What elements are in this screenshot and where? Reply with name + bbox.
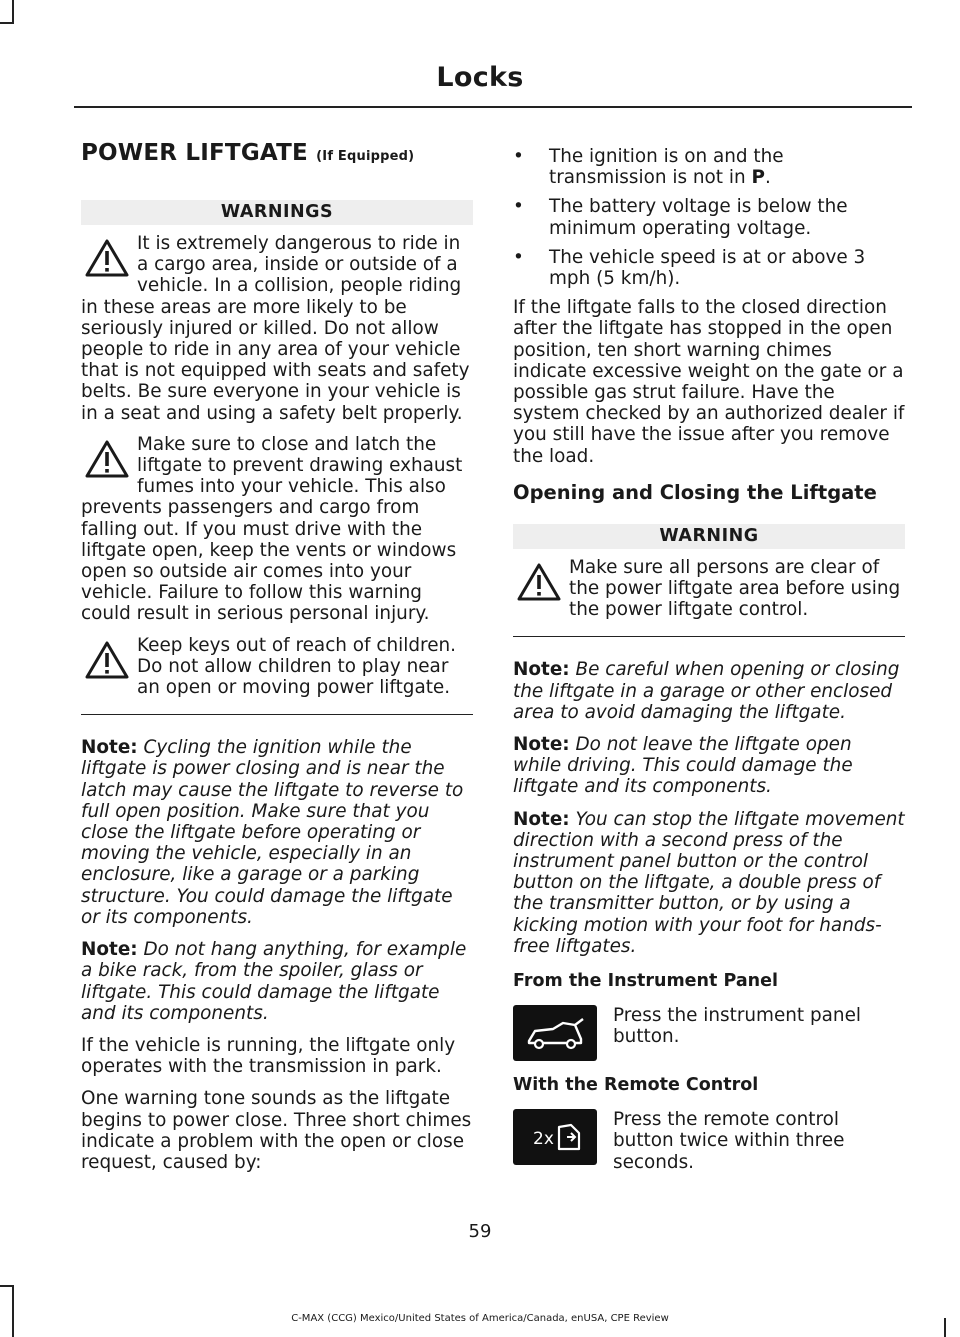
warning-divider: [513, 630, 905, 637]
instrument-panel-heading: From the Instrument Panel: [513, 971, 778, 992]
section-heading: POWER LIFTGATE (If Equipped): [81, 140, 415, 166]
remote-liftgate-icon: [513, 1109, 597, 1165]
warning-triangle-icon: [81, 436, 133, 480]
crop-mark: [0, 1285, 14, 1287]
warning-block: [513, 557, 905, 621]
list-item: • The ignition is on and the transmission is not in P.: [513, 146, 784, 189]
instrument-panel-text: Press the instrument panel button.: [613, 1005, 862, 1048]
page-title: Locks: [436, 62, 524, 93]
paragraph: If the liftgate falls to the closed direction after the liftgate has stopped in the open position, ten short warning chimes indicate excessive weight on the gate or a possible gas strut failure. Have the system checked by an authorized dealer if you still have the issue after you remove the load.: [513, 297, 905, 467]
note: Note: You can stop the liftgate movement direction with a second press of the instrument panel button or the control button on the liftgate, a double press of the transmitter button, or by using a kicking motion with your foot for hands-free liftgates.: [513, 808, 905, 957]
page-number: 59: [468, 1221, 492, 1242]
note: Note: Do not leave the liftgate open while driving. This could damage the liftgate and its components.: [513, 734, 853, 798]
paragraph: One warning tone sounds as the liftgate begins to power close. Three short chimes indicate a problem with the open or close request, caused by:: [81, 1088, 472, 1173]
list-item: • The vehicle speed is at or above 3 mph (5 km/h).: [513, 246, 866, 290]
heading-suffix: (If Equipped): [316, 149, 415, 164]
liftgate-button-icon: [513, 1005, 597, 1061]
document-footer: C-MAX (CCG) Mexico/United States of America/Canada, enUSA, CPE Review: [291, 1313, 669, 1324]
header-rule: [74, 106, 912, 108]
warning-text: Make sure all persons are clear of the power liftgate area before using the power liftgate control.: [569, 556, 901, 621]
note: Note: Cycling the ignition while the liftgate is power closing and is near the latch may cause the liftgate to reverse to full open position. Make sure that you close the liftgate before operating or moving the vehicle, especially in an enclosure, like a garage or a parking structure. You could damage the liftgate or its components.: [81, 737, 464, 928]
car-liftgate-icon: [523, 1013, 587, 1053]
remote-control-figure: [513, 1109, 905, 1173]
note: Note: Be careful when opening or closing the liftgate in a garage or other enclosed area to avoid damaging the liftgate.: [513, 659, 900, 723]
crop-mark: [12, 1285, 14, 1337]
right-column: [513, 146, 905, 1181]
paragraph: If the vehicle is running, the liftgate only operates with the transmission in park.: [81, 1034, 456, 1078]
warning-block: [81, 233, 473, 424]
warning-triangle-icon: [513, 559, 565, 603]
warning-block: [81, 635, 473, 699]
remote-2x-icon: [523, 1117, 587, 1157]
warning-text: It is extremely dangerous to ride in a cargo area, inside or outside of a vehicle. In a collision, people riding in these areas are more likely to be seriously injured or killed. Do not allow people to ride in any area of your vehicle that is not equipped with seats and safety belts. Be sure everyone in your vehicle is in a seat and using a safety belt properly.: [81, 233, 470, 424]
warnings-label: WARNINGS: [81, 200, 473, 225]
remote-control-heading: With the Remote Control: [513, 1075, 759, 1096]
warning-triangle-icon: [81, 637, 133, 681]
bullet-list: [513, 146, 905, 289]
crop-mark: [0, 22, 14, 24]
warning-block: [81, 434, 473, 625]
warning-triangle-icon: [81, 235, 133, 279]
left-column: [81, 140, 473, 1184]
subsection-heading: Opening and Closing the Liftgate: [513, 480, 877, 504]
list-item: • The battery voltage is below the minimum operating voltage.: [513, 196, 848, 239]
remote-control-text: Press the remote control button twice within three seconds.: [613, 1109, 845, 1173]
instrument-panel-figure: [513, 1005, 905, 1061]
warning-divider: [81, 708, 473, 715]
note: Note: Do not hang anything, for example a bike rack, from the spoiler, glass or liftgate. This could damage the liftgate and its components.: [81, 939, 467, 1024]
warning-label: WARNING: [513, 524, 905, 549]
warning-text: Keep keys out of reach of children. Do not allow children to play near an open or moving power liftgate.: [137, 634, 457, 699]
crop-mark: [12, 0, 14, 22]
warning-text: Make sure to close and latch the liftgate to prevent drawing exhaust fumes into your vehicle. This also prevents passengers and cargo from falling out. If you must drive with the liftgate open, keep the vents or windows open so outside air comes into your vehicle. Failure to follow this warning could result in serious personal injury.: [81, 433, 463, 625]
remote-2x-label: 2x: [533, 1129, 554, 1150]
